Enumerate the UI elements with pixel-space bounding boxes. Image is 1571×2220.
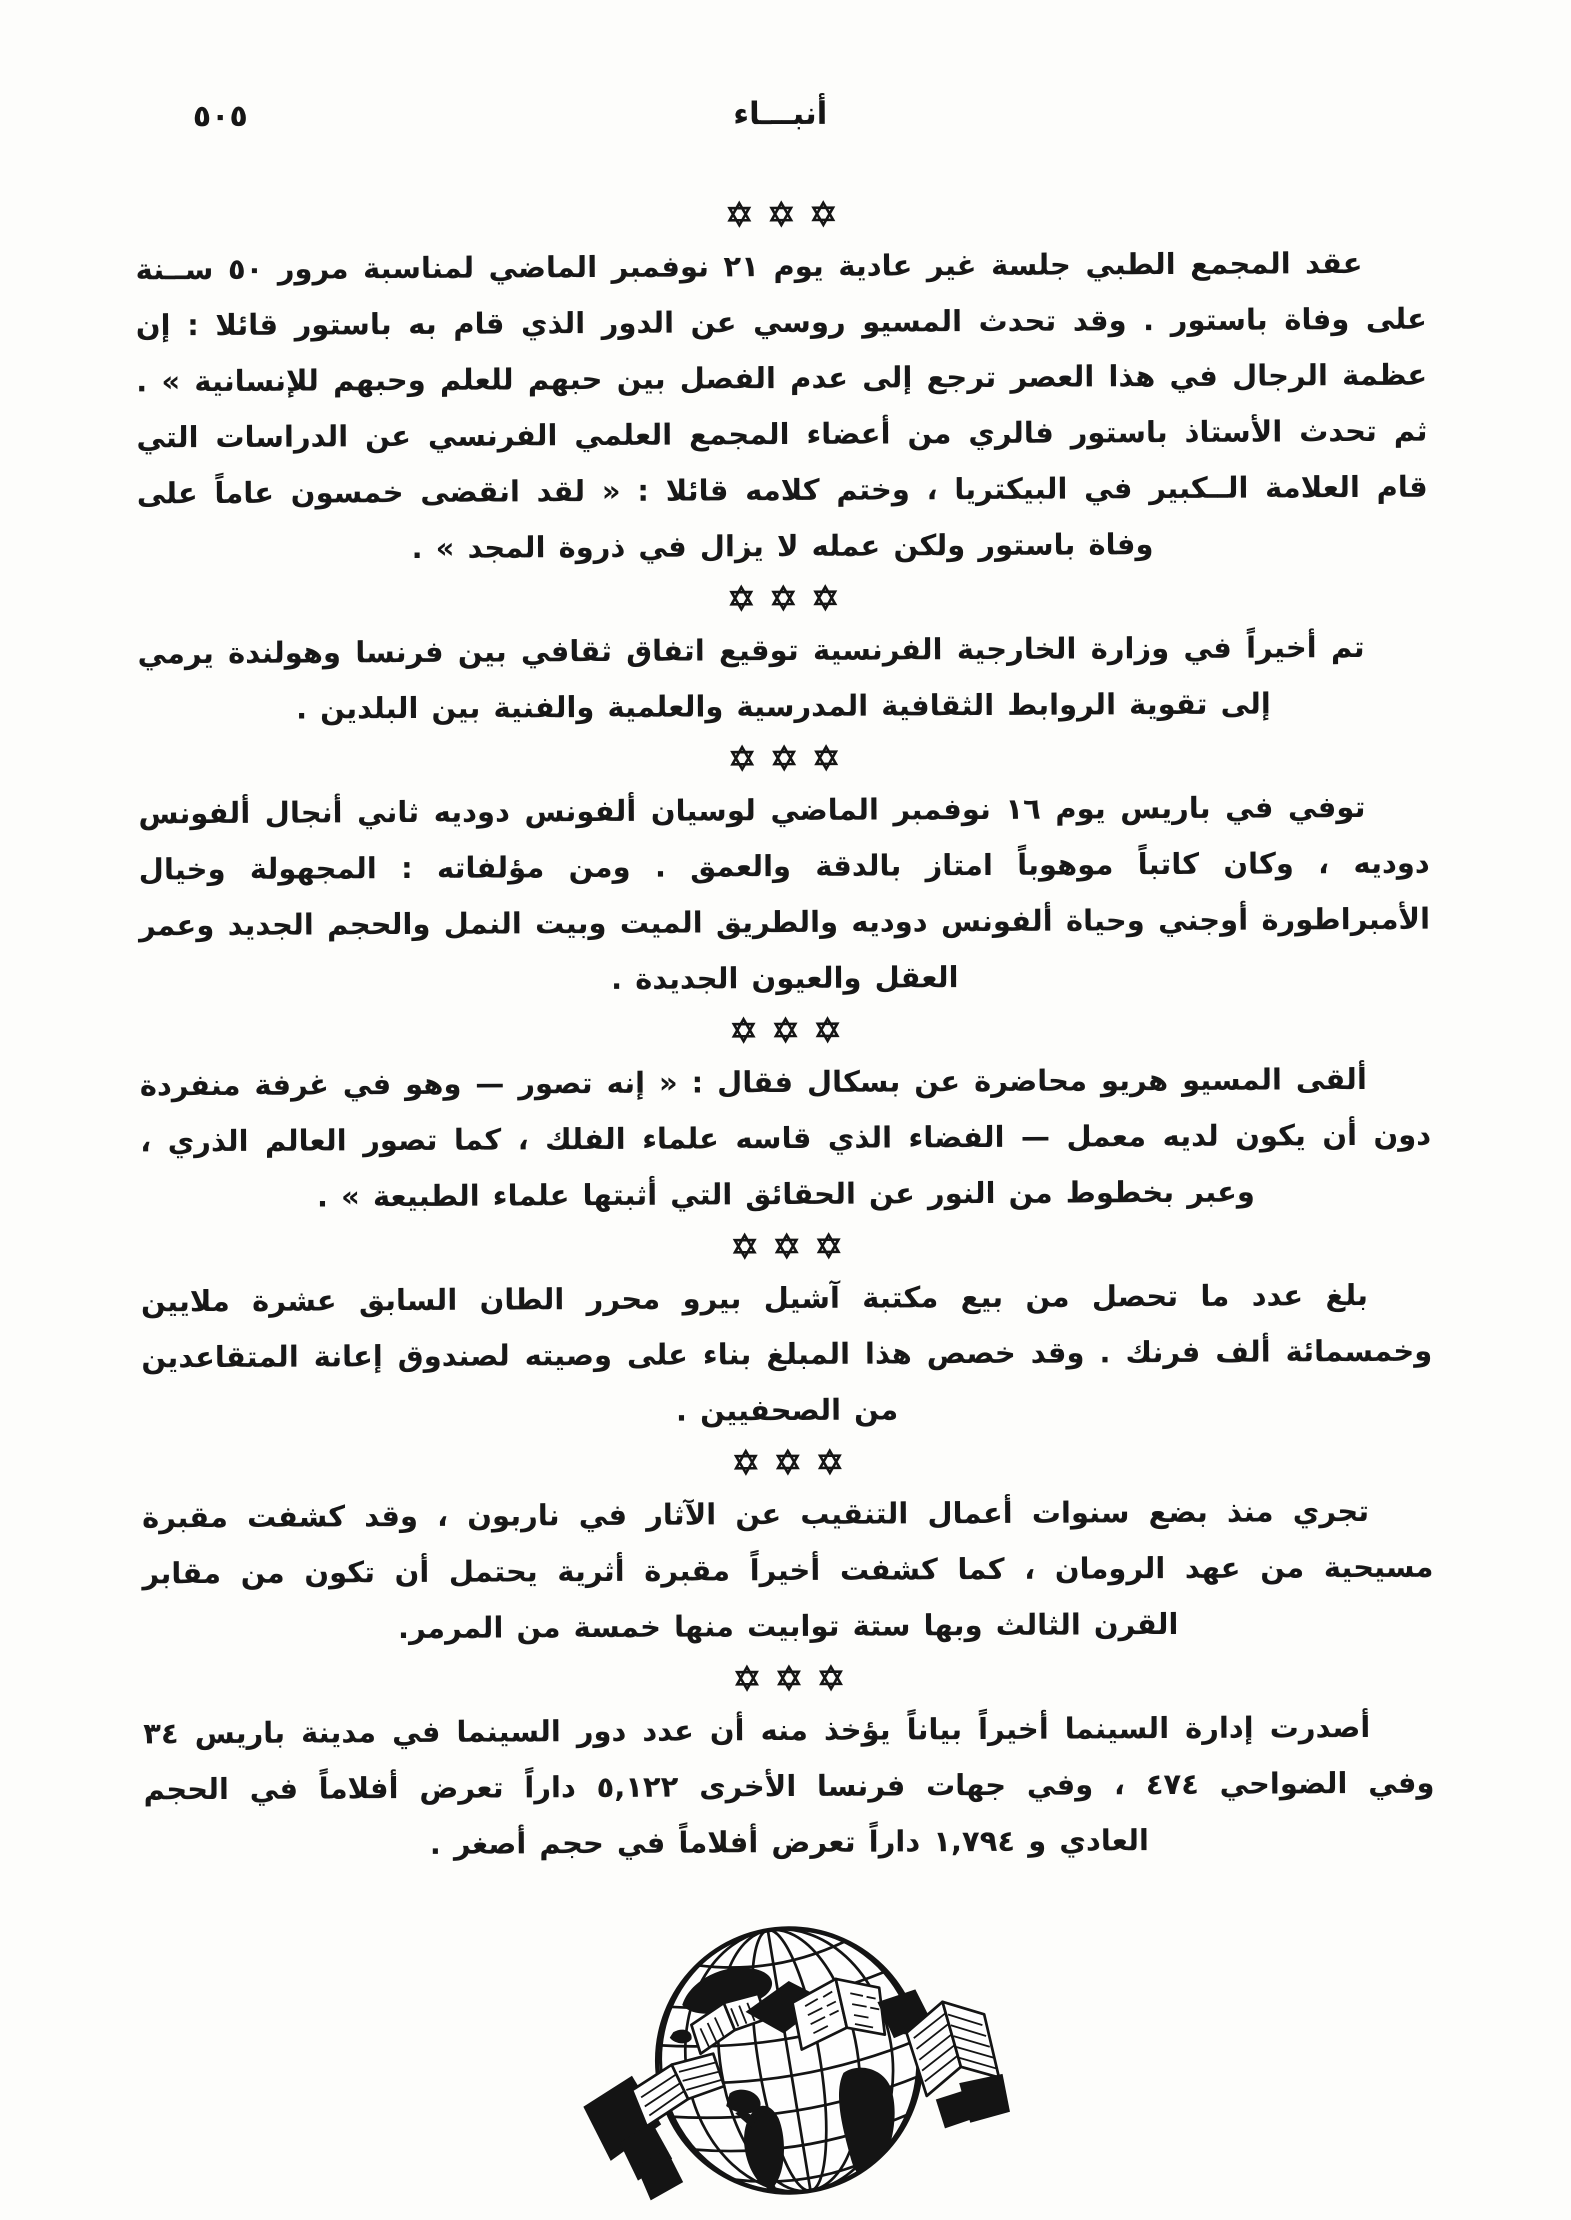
stars-separator: [139, 1009, 1430, 1052]
news-paragraph: تم أخيراً في وزارة الخارجية الفرنسية توقيع اتفاق ثقافي بين فرنسا وهولندة يرمي إلى تقوية الروابط الثقافية المدرسية والعلمية والفنية بين البلدين .: [137, 629, 1365, 726]
page-header: [135, 93, 1426, 148]
news-paragraph: ألقى المسيو هريو محاضرة عن بسكال فقال : « إنه تصور — وهو في غرفة منفردة دون أن يكون لديه معمل — الفضاء الذي قاسه علماء الفلك ، كما تصور العالم الذري ، وعبر بخطوط من النور عن الحقائق التي أثبتها علماء الطبيعة » .: [139, 1061, 1432, 1214]
stars-separator: [138, 737, 1429, 780]
page-title: أنبـــاء: [733, 95, 828, 133]
stars-separator: [137, 577, 1428, 620]
six-pointed-star-icon: [773, 1231, 799, 1261]
six-pointed-star-icon: [731, 1231, 757, 1261]
six-pointed-star-icon: [730, 1015, 756, 1045]
news-paragraph: توفي في باريس يوم ١٦ نوفمبر الماضي لوسيان ألفونس دوديه ثاني أنجال ألفونس دوديه ، وكان كاتباً موهوباً امتاز بالدقة والعمق . ومن مؤلفاته : المجهولة وخيال الأمبراطورة أوجني وحياة ألفونس دوديه والطريق الميت وبيت النمل والحجم الجديد وعمر العقل والعيون الجديدة .: [138, 789, 1431, 996]
stars-separator: [135, 193, 1426, 236]
stars-separator: [141, 1225, 1432, 1268]
six-pointed-star-icon: [817, 1663, 843, 1693]
six-pointed-star-icon: [768, 199, 794, 229]
six-pointed-star-icon: [812, 583, 838, 613]
six-pointed-star-icon: [729, 743, 755, 773]
six-pointed-star-icon: [726, 199, 752, 229]
six-pointed-star-icon: [814, 1015, 840, 1045]
six-pointed-star-icon: [732, 1447, 758, 1477]
six-pointed-star-icon: [733, 1663, 759, 1693]
globe-with-books-illustration: [555, 1895, 1027, 2220]
six-pointed-star-icon: [810, 199, 836, 229]
six-pointed-star-icon: [774, 1447, 800, 1477]
six-pointed-star-icon: [775, 1663, 801, 1693]
news-paragraph: بلغ عدد ما تحصل من بيع مكتبة آشيل بيرو محرر الطان السابق عشرة ملايين وخمسمائة ألف فرنك . وقد خصص هذا المبلغ بناء على وصيته لصندوق إعانة المتقاعدين من الصحفيين .: [140, 1277, 1433, 1428]
news-paragraph: تجري منذ بضع سنوات أعمال التنقيب عن الآثار في ناربون ، وقد كشفت مقبرة مسيحية من عهد الرومان ، كما كشفت أخيراً مقبرة أثرية يحتمل أن تكون من مقابر القرن الثالث وبها ستة توابيت منها خمسة من المرمر.: [142, 1493, 1434, 1646]
six-pointed-star-icon: [815, 1231, 841, 1261]
six-pointed-star-icon: [728, 583, 754, 613]
page-number: ٥٠٥: [192, 98, 248, 135]
stars-separator: [143, 1657, 1434, 1700]
six-pointed-star-icon: [771, 743, 797, 773]
six-pointed-star-icon: [813, 743, 839, 773]
six-pointed-star-icon: [816, 1447, 842, 1477]
globe-with-open-books-icon: [555, 1895, 1027, 2220]
six-pointed-star-icon: [772, 1015, 798, 1045]
news-paragraph: عقد المجمع الطبي جلسة غير عادية يوم ٢١ نوفمبر الماضي لمناسبة مرور ٥٠ ســنة على وفاة باستور . وقد تحدث المسيو روسي عن الدور الذي قام به باستور قائلا : إن عظمة الرجال في هذا العصر ترجع إلى عدم الفصل بين حبهم للعلم وحبهم للإنسانية » . ثم تحدث الأستاذ باستور فالري من أعضاء المجمع العلمي الفرنسي عن الدراسات التي قام العلامة الــكبير في البيكتريا ، وختم كلامه قائلا : « لقد انقضى خمسون عاماً على وفاة باستور ولكن عمله لا يزال في ذروة المجد » .: [135, 245, 1428, 565]
stars-separator: [142, 1441, 1433, 1484]
news-paragraph: أصدرت إدارة السينما أخيراً بياناً يؤخذ منه أن عدد دور السينما في مدينة باريس ٣٤ وفي الضواحي ٤٧٤ ، وفي جهات فرنسا الأخرى ٥,١٢٢ داراً تعرض أفلاماً في الحجم العادي و ١,٧٩٤ داراً تعرض أفلاماً في حجم أصغر .: [143, 1709, 1435, 1861]
six-pointed-star-icon: [770, 583, 796, 613]
